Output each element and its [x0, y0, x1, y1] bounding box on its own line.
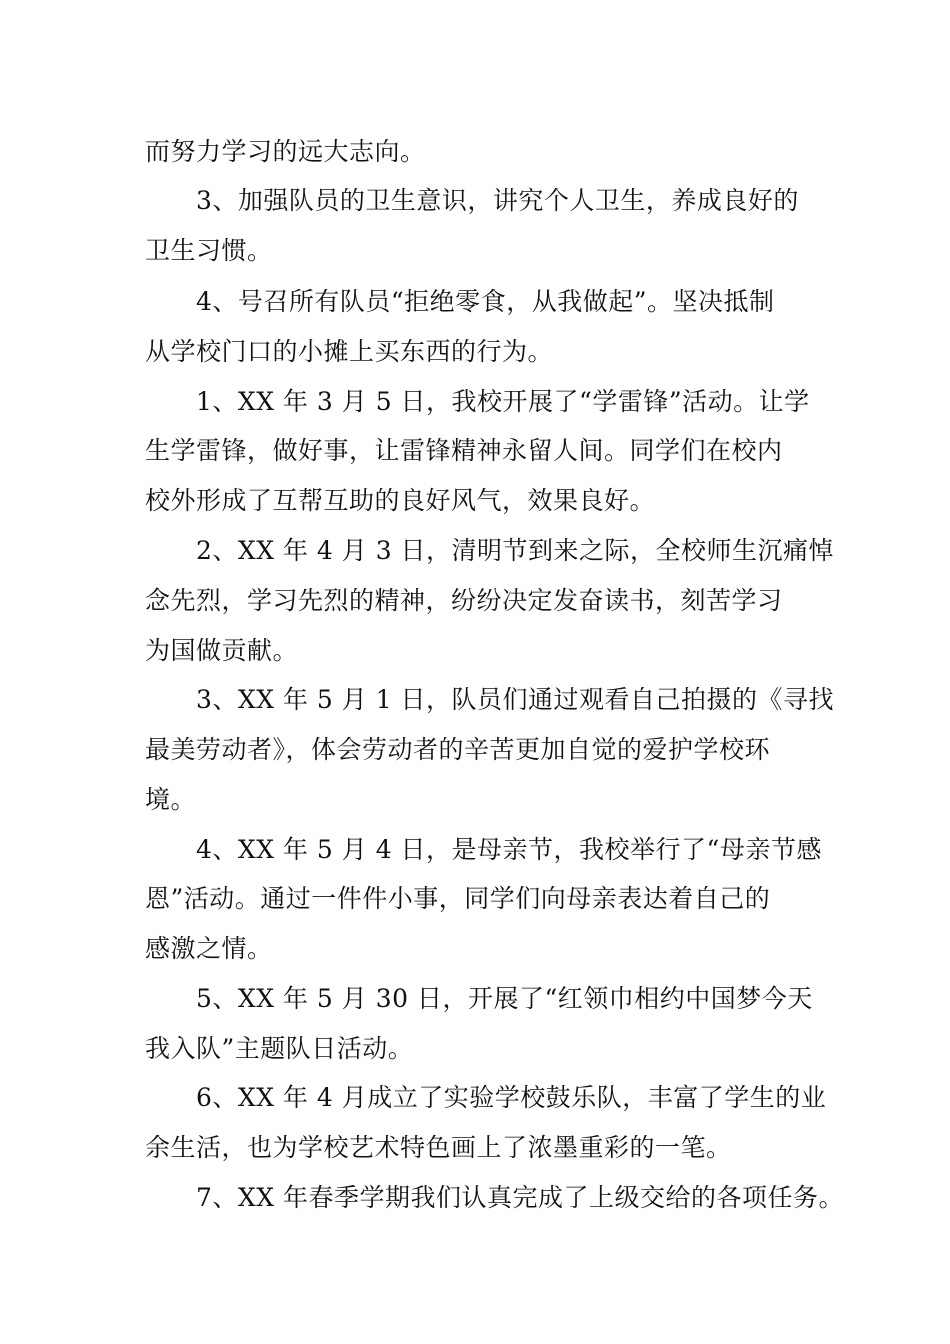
text-line: 从学校门口的小摊上买东西的行为。 — [145, 337, 554, 366]
text-line: 5、XX 年 5 月 30 日，开展了“红领巾相约中国梦今天 — [196, 984, 813, 1013]
text-line: 3、加强队员的卫生意识，讲究个人卫生，养成良好的 — [196, 186, 799, 215]
text-line: 恩”活动。通过一件件小事，同学们向母亲表达着自己的 — [145, 884, 771, 913]
text-line: 校外形成了互帮互助的良好风气，效果良好。 — [145, 486, 656, 515]
text-line: 4、号召所有队员“拒绝零食，从我做起”。坚决抵制 — [196, 287, 775, 316]
text-line: 为国做贡献。 — [145, 636, 299, 665]
text-line: 卫生习惯。 — [145, 236, 273, 265]
text-line: 4、XX 年 5 月 4 日，是母亲节，我校举行了“母亲节感 — [196, 835, 822, 864]
text-line: 我入队”主题队日活动。 — [145, 1034, 414, 1063]
text-line: 境。 — [145, 785, 197, 814]
text-line: 感激之情。 — [145, 934, 273, 963]
text-line: 最美劳动者》，体会劳动者的辛苦更加自觉的爱护学校环 — [145, 735, 771, 764]
text-line: 而努力学习的远大志向。 — [145, 137, 426, 166]
text-line: 念先烈，学习先烈的精神，纷纷决定发奋读书，刻苦学习 — [145, 586, 783, 615]
text-line: 1、XX 年 3 月 5 日，我校开展了“学雷锋”活动。让学 — [196, 387, 810, 416]
text-line: 3、XX 年 5 月 1 日，队员们通过观看自己拍摄的《寻找 — [196, 685, 835, 714]
text-line: 6、XX 年 4 月成立了实验学校鼓乐队，丰富了学生的业 — [196, 1083, 827, 1112]
text-line: 生学雷锋，做好事，让雷锋精神永留人间。同学们在校内 — [145, 436, 783, 465]
text-line: 7、XX 年春季学期我们认真完成了上级交给的各项任务。 — [196, 1183, 844, 1212]
text-line: 余生活，也为学校艺术特色画上了浓墨重彩的一笔。 — [145, 1133, 732, 1162]
text-line: 2、XX 年 4 月 3 日，清明节到来之际，全校师生沉痛悼 — [196, 536, 835, 565]
